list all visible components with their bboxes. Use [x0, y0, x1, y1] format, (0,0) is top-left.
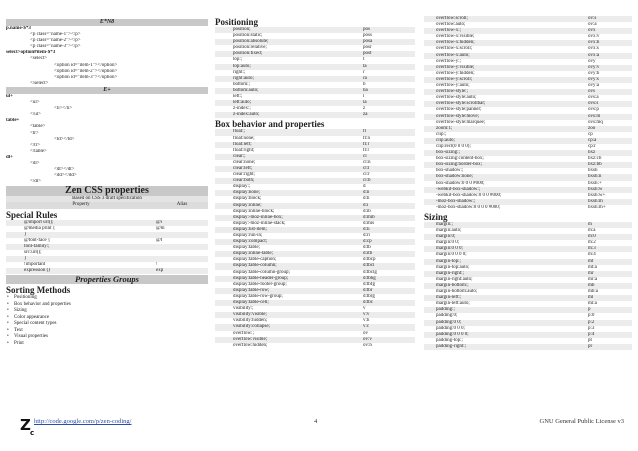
alias-cell: d:tbhg: [363, 275, 376, 281]
property-cell: bottom:;: [233, 81, 250, 87]
property-cell: overflow:visible;: [233, 336, 268, 342]
alias-cell: cl:b: [363, 178, 371, 184]
alias-cell: ovy:a: [588, 83, 600, 89]
alias-cell: p:3: [588, 325, 595, 331]
sizing-title: Sizing: [424, 212, 448, 222]
properties-groups-band: Properties Groups: [6, 275, 208, 284]
alias-cell: m: [588, 222, 592, 227]
alias-cell: p:2: [588, 319, 595, 325]
box-behavior-title: Box behavior and properties: [215, 119, 325, 130]
alias-cell: v:h: [363, 318, 370, 324]
property-cell: display:inline;: [233, 202, 262, 208]
property-cell: visibility:visible;: [233, 312, 267, 318]
list-item: • Visual properties: [6, 334, 208, 341]
emmet-abbreviation: dl+: [6, 154, 14, 160]
property-cell: overflow-y:hidden;: [436, 70, 475, 76]
code-line: </ul>: [30, 112, 41, 118]
property-cell: margin:0 0 0 0;: [436, 252, 467, 258]
code-line: <table>: [30, 124, 46, 130]
alias-cell: b: [363, 81, 366, 87]
property-cell: padding-right:;: [436, 343, 466, 349]
property-cell: margin-bottom:auto;: [436, 289, 478, 295]
positioning-table: [215, 27, 415, 118]
property-cell: left:auto;: [233, 100, 252, 106]
property-cell: float:right;: [233, 147, 255, 153]
property-cell: -moz-box-shadow:;: [436, 198, 476, 204]
property-cell: margin-right:auto;: [436, 276, 473, 282]
property-cell: overflow-style:panner;: [436, 107, 482, 113]
alias-cell: p:0: [588, 313, 595, 319]
property-cell: overflow-y:scroll;: [436, 76, 473, 82]
property-cell: @import url();: [24, 219, 54, 225]
property-cell: zoom:1;: [436, 125, 453, 131]
alias-cell: ovy:h: [588, 70, 600, 76]
alias-cell: d:mib: [363, 214, 375, 220]
alias-cell: v:c: [363, 324, 370, 330]
code-line: <option id="item-1"></option>: [54, 62, 118, 68]
property-cell: display:table-row;: [233, 287, 270, 293]
alias-cell: cl:l: [363, 165, 370, 171]
property-cell: margin-top:;: [436, 258, 461, 264]
alias-cell: v:v: [363, 312, 370, 318]
property-cell: }: [24, 231, 27, 237]
property-cell: padding:0 0 0 0;: [436, 331, 469, 337]
alias-cell: ov:a: [588, 22, 597, 28]
property-cell: }: [24, 256, 27, 262]
alias-cell: pos: [363, 27, 370, 32]
property-cell: overflow-x:auto;: [436, 52, 470, 58]
list-item: • Color appearance: [6, 315, 208, 322]
alias-cell: d:tbfg: [363, 281, 375, 287]
alias-cell: ovs:s: [588, 101, 599, 107]
property-cell: overflow:;: [233, 330, 254, 336]
alias-cell: exp: [156, 268, 164, 274]
property-cell: box-sizing:border-box;: [436, 162, 483, 168]
alias-cell: pt: [588, 337, 592, 343]
property-cell: box-shadow:;: [436, 168, 464, 174]
code-line: </table>: [30, 148, 47, 154]
property-cell: visibility:hidden;: [233, 318, 268, 324]
property-cell: expression (): [24, 268, 50, 274]
emmet-multiply-band: E*N8: [6, 19, 208, 26]
property-cell: overflow-y:auto;: [436, 83, 470, 89]
property-cell: !important: [24, 262, 46, 268]
alias-cell: cl: [363, 153, 367, 159]
alias-header: Alias: [176, 202, 188, 208]
property-cell: overflow-style:move;: [436, 113, 480, 119]
alias-cell: ovy:v: [588, 64, 600, 70]
column-middle: [215, 19, 415, 349]
sorting-methods-title: Sorting Methods: [6, 285, 71, 296]
alias-cell: mt: [588, 258, 594, 264]
code-line: <p class="name-1"></p>: [30, 32, 81, 38]
alias-cell: d:ib: [363, 208, 371, 214]
table-row: [424, 344, 632, 350]
property-cell: overflow-x:hidden;: [436, 40, 475, 46]
license-text: GNU General Public License v3: [539, 418, 624, 425]
property-cell: margin-bottom:;: [436, 282, 469, 288]
alias-cell: ov: [363, 330, 368, 336]
property-cell: display:table-row-group;: [233, 293, 283, 299]
property-cell: float:;: [233, 129, 245, 135]
alias-cell: ov:v: [363, 336, 372, 342]
emmet-abbreviation: table+: [6, 118, 20, 124]
property-cell: box-sizing:content-box;: [436, 156, 484, 162]
alias-cell: cl:r: [363, 172, 370, 178]
alias-cell: d:tbcp: [363, 257, 376, 263]
property-cell: margin:0 0 0;: [436, 246, 463, 252]
emmet-plus-band: E+: [6, 87, 208, 94]
alias-cell: ml: [588, 295, 594, 301]
property-cell: float:left;: [233, 141, 252, 147]
code-line: </tr>: [30, 142, 41, 148]
property-cell: display:run-in;: [233, 233, 263, 238]
alias-cell: @i: [156, 219, 162, 225]
alias-cell: ta: [363, 63, 367, 69]
property-cell: overflow-style:marquee;: [436, 119, 486, 125]
alias-cell: d:tbc: [363, 300, 373, 306]
property-cell: margin:auto;: [436, 228, 462, 234]
table-row: [424, 205, 632, 211]
property-cell: margin-right:;: [436, 270, 464, 276]
zen-css-subtitle: Based on CSS 3 draft specification: [6, 196, 208, 202]
property-cell: display:inline-table;: [233, 251, 273, 257]
property-header: Property: [72, 202, 90, 208]
alias-cell: ovy: [588, 58, 596, 64]
alias-cell: ovs:p: [588, 107, 599, 113]
property-cell: display:table-column;: [233, 263, 277, 269]
property-cell: @media print {: [24, 225, 56, 231]
alias-cell: m:2: [588, 240, 596, 246]
property-cell: padding:;: [436, 307, 455, 313]
alias-cell: d:li: [363, 226, 370, 232]
property-cell: clip:rect(0 0 0 0);: [436, 143, 471, 149]
property-cell: top:auto;: [233, 63, 251, 69]
alias-cell: mr:a: [588, 276, 598, 282]
code-line: <p class="name-2"></p>: [30, 38, 81, 44]
property-cell: margin-left:auto;: [436, 301, 470, 307]
property-cell: display:table;: [233, 245, 260, 251]
alias-cell: ovx:v: [588, 34, 600, 40]
property-cell: margin:;: [436, 222, 453, 227]
box-behavior-table: [215, 129, 415, 348]
property-cell: src:url();: [24, 250, 42, 255]
alias-cell: bxsh:w: [588, 186, 603, 192]
table-header: [6, 202, 208, 208]
property-cell: margin-top:auto;: [436, 264, 470, 270]
alias-cell: ov:h: [363, 342, 372, 348]
alias-cell: ba: [363, 87, 368, 93]
code-block-plus: [6, 94, 208, 185]
alias-cell: d: [363, 184, 366, 190]
alias-cell: ovy:s: [588, 76, 599, 82]
alias-cell: bxsh:+: [588, 180, 602, 186]
alias-cell: ovs:mq: [588, 119, 603, 125]
list-item: • Text: [6, 328, 208, 335]
zen-css-band: Zen CSS properties: [6, 186, 208, 196]
property-cell: display:;: [233, 184, 251, 190]
code-line: <td></td>: [54, 136, 75, 142]
alias-cell: bxsh:m: [588, 198, 603, 204]
property-cell: overflow-x:;: [436, 28, 461, 34]
alias-cell: pr: [588, 343, 593, 349]
alias-cell: ra: [363, 75, 367, 81]
alias-cell: p:4: [588, 331, 595, 337]
special-rules-table: [6, 220, 208, 275]
emmet-abbreviation: select>option#item-$*3: [6, 50, 56, 56]
property-cell: @font-face {: [24, 237, 51, 243]
list-item: • Positioning: [6, 295, 208, 302]
alias-cell: z: [363, 106, 366, 112]
alias-cell: d:ri: [363, 233, 370, 238]
alias-cell: v: [363, 306, 366, 312]
alias-cell: cp: [588, 131, 593, 137]
alias-cell: fl: [363, 129, 367, 135]
code-line: <dl>: [30, 160, 40, 166]
alias-cell: fl:l: [363, 141, 369, 147]
code-line: <ul>: [30, 100, 40, 106]
alias-cell: bxsh:w+: [588, 192, 606, 198]
property-cell: overflow:hidden;: [233, 342, 268, 348]
alias-cell: !: [156, 262, 158, 268]
property-cell: display:table-header-group;: [233, 275, 289, 281]
property-cell: display:-moz-inline-stack;: [233, 220, 286, 226]
property-cell: -webkit-box-shadow:0 0 0 #000;: [436, 192, 502, 198]
sizing-table: [424, 222, 632, 350]
alias-cell: d:tbrg: [363, 293, 375, 299]
property-cell: clip:;: [436, 131, 447, 137]
alias-cell: mt:a: [588, 264, 597, 270]
property-cell: -webkit-box-shadow:;: [436, 186, 481, 192]
property-cell: padding:0 0;: [436, 319, 462, 325]
property-cell: top:;: [233, 57, 243, 63]
property-cell: visibility:;: [233, 306, 254, 312]
alias-cell: cp:a: [588, 137, 597, 143]
alias-cell: ml:a: [588, 301, 597, 307]
property-cell: display:none;: [233, 190, 260, 196]
property-cell: display:inline-block;: [233, 208, 275, 214]
alias-cell: bxsh: [588, 168, 598, 174]
alias-cell: posr: [363, 45, 372, 51]
emmet-abbreviation: ul+: [6, 93, 14, 99]
alias-cell: d:n: [363, 190, 370, 196]
code-line: <tr>: [30, 130, 39, 136]
alias-cell: ovs:a: [588, 95, 599, 101]
property-cell: padding:0 0 0;: [436, 325, 465, 331]
property-cell: right:;: [233, 69, 246, 75]
property-cell: z-index:;: [233, 106, 251, 112]
property-cell: position:static;: [233, 33, 263, 39]
property-cell: overflow:scroll;: [436, 16, 468, 21]
code-line: <option id="item-3"></option>: [54, 74, 118, 80]
alias-cell: mb:a: [588, 289, 598, 295]
code-line: <li></li>: [54, 106, 73, 112]
alias-cell: m:3: [588, 246, 596, 252]
alias-cell: d:i: [363, 202, 369, 208]
property-cell: margin:0 0;: [436, 240, 460, 246]
code-line: <p class="name-3"></p>: [30, 44, 81, 50]
property-cell: overflow-style:scrollbar;: [436, 101, 486, 107]
alias-cell: posf: [363, 51, 372, 57]
list-item: • Box behavior and properties: [6, 302, 208, 309]
alias-cell: d:tbr: [363, 287, 373, 293]
alias-cell: bxsh:n: [588, 174, 602, 180]
alias-cell: mb: [588, 282, 595, 288]
alias-cell: bxz:bb: [588, 162, 602, 168]
property-cell: box-sizing:;: [436, 150, 460, 156]
property-cell: overflow-y:;: [436, 58, 461, 64]
alias-cell: @m: [156, 225, 165, 231]
property-cell: position:absolute;: [233, 39, 269, 45]
alias-cell: d:tbcl: [363, 263, 375, 269]
property-cell: overflow-x:visible;: [436, 34, 475, 40]
alias-cell: bxsh:m+: [588, 204, 606, 210]
positioning-title: Positioning: [215, 17, 259, 27]
property-cell: margin-left:;: [436, 295, 462, 301]
alias-cell: ov:s: [588, 16, 597, 21]
alias-cell: l: [363, 94, 365, 100]
alias-cell: m:0: [588, 234, 596, 240]
property-cell: display:table-caption;: [233, 257, 277, 263]
alias-cell: t: [363, 57, 365, 63]
list-item: • Sizing: [6, 308, 208, 315]
table-row: [215, 343, 415, 349]
property-cell: display:table-column-group;: [233, 269, 290, 275]
special-rules-title: Special Rules: [6, 209, 58, 220]
alias-cell: bxz:cb: [588, 156, 602, 162]
property-cell: float:none;: [233, 135, 255, 141]
property-cell: -moz-box-shadow:0 0 0 0 #000;: [436, 204, 501, 210]
property-cell: clip:auto;: [436, 137, 455, 143]
alias-cell: r: [363, 69, 365, 75]
property-cell: box-shadow:none;: [436, 174, 473, 180]
code-line: <option id="item-2"></option>: [54, 68, 118, 74]
page-number: 4: [314, 418, 318, 425]
code-line: <select>: [30, 56, 48, 62]
alias-cell: ovx:s: [588, 46, 599, 52]
property-cell: display:table-cell;: [233, 300, 269, 306]
property-cell: overflow-x:scroll;: [436, 46, 473, 52]
alias-cell: bxz: [588, 150, 596, 156]
alias-cell: poss: [363, 33, 372, 39]
alias-cell: d:itb: [363, 251, 373, 257]
property-cell: padding:0;: [436, 313, 458, 319]
property-cell: display:compact;: [233, 239, 268, 245]
alias-cell: ovx: [588, 28, 596, 34]
alias-cell: ovx:h: [588, 40, 600, 46]
property-cell: position:fixed;: [233, 51, 263, 57]
property-cell: display:table-footer-group;: [233, 281, 287, 287]
property-cell: right:auto;: [233, 75, 254, 81]
property-cell: overflow-style:;: [436, 89, 468, 95]
code-line: </dl>: [30, 179, 41, 185]
zen-coding-logo: Z c: [20, 416, 35, 437]
alias-cell: d:tb: [363, 245, 371, 251]
alias-cell: cl:n: [363, 159, 371, 165]
property-cell: margin:0;: [436, 234, 456, 240]
property-cell: overflow-y:visible;: [436, 64, 475, 70]
alias-cell: m:a: [588, 228, 596, 234]
property-cell: clear:none;: [233, 159, 256, 165]
table-row: [215, 112, 415, 118]
alias-cell: ovs:m: [588, 113, 601, 119]
alias-cell: posa: [363, 39, 373, 45]
property-cell: clear:;: [233, 153, 246, 159]
property-cell: position:relative;: [233, 45, 267, 51]
property-cell: clear:both;: [233, 178, 255, 184]
property-cell: box-shadow:0 0 0 #000;: [436, 180, 485, 186]
emmet-abbreviation: p.name-$*3: [6, 26, 31, 31]
alias-cell: d:b: [363, 196, 370, 202]
alias-cell: m:4: [588, 252, 596, 258]
sorting-methods-list: [6, 295, 208, 347]
alias-cell: la: [363, 100, 367, 106]
property-cell: overflow-style:auto;: [436, 95, 477, 101]
code-block-multiply: [6, 26, 208, 87]
alias-cell: fl:r: [363, 147, 370, 153]
code-line: <dt></dt>: [54, 167, 75, 173]
alias-cell: ovs: [588, 89, 595, 95]
property-cell: visibility:collapse;: [233, 324, 270, 330]
alias-cell: cp:r: [588, 143, 596, 149]
property-cell: display:block;: [233, 196, 262, 202]
alias-cell: fl:n: [363, 135, 370, 141]
property-cell: position;: [233, 27, 251, 32]
code-line: </select>: [30, 80, 49, 86]
page-footer: [0, 412, 638, 440]
property-cell: z-index:auto;: [233, 112, 260, 118]
column-left: [6, 19, 208, 347]
property-cell: overflow:auto;: [436, 22, 466, 28]
property-cell: font-family:;: [24, 243, 50, 249]
alias-cell: @f: [156, 237, 163, 243]
alias-cell: ovx:a: [588, 52, 600, 58]
alias-cell: d:tbclg: [363, 269, 377, 275]
property-cell: clear:left;: [233, 165, 253, 171]
property-cell: display:list-item;: [233, 226, 267, 232]
alias-cell: d:cp: [363, 239, 372, 245]
property-cell: padding-top:;: [436, 337, 463, 343]
list-item: • Special content types: [6, 321, 208, 328]
property-cell: bottom:auto;: [233, 87, 259, 93]
list-item: • Print: [6, 341, 208, 348]
property-cell: display:-moz-inline-box;: [233, 214, 283, 220]
property-cell: left:;: [233, 94, 243, 100]
alias-cell: d:mis: [363, 220, 375, 226]
code-line: <dd></dd>: [54, 173, 77, 179]
alias-cell: zoo: [588, 125, 596, 131]
project-link[interactable]: http://code.google.com/p/zen-coding/: [34, 418, 132, 425]
alias-cell: mr: [588, 270, 594, 276]
alias-cell: za: [363, 112, 368, 118]
overflow-table: [424, 16, 632, 211]
property-cell: clear:right;: [233, 172, 255, 178]
column-right: [424, 16, 632, 350]
alias-cell: p: [588, 307, 591, 313]
